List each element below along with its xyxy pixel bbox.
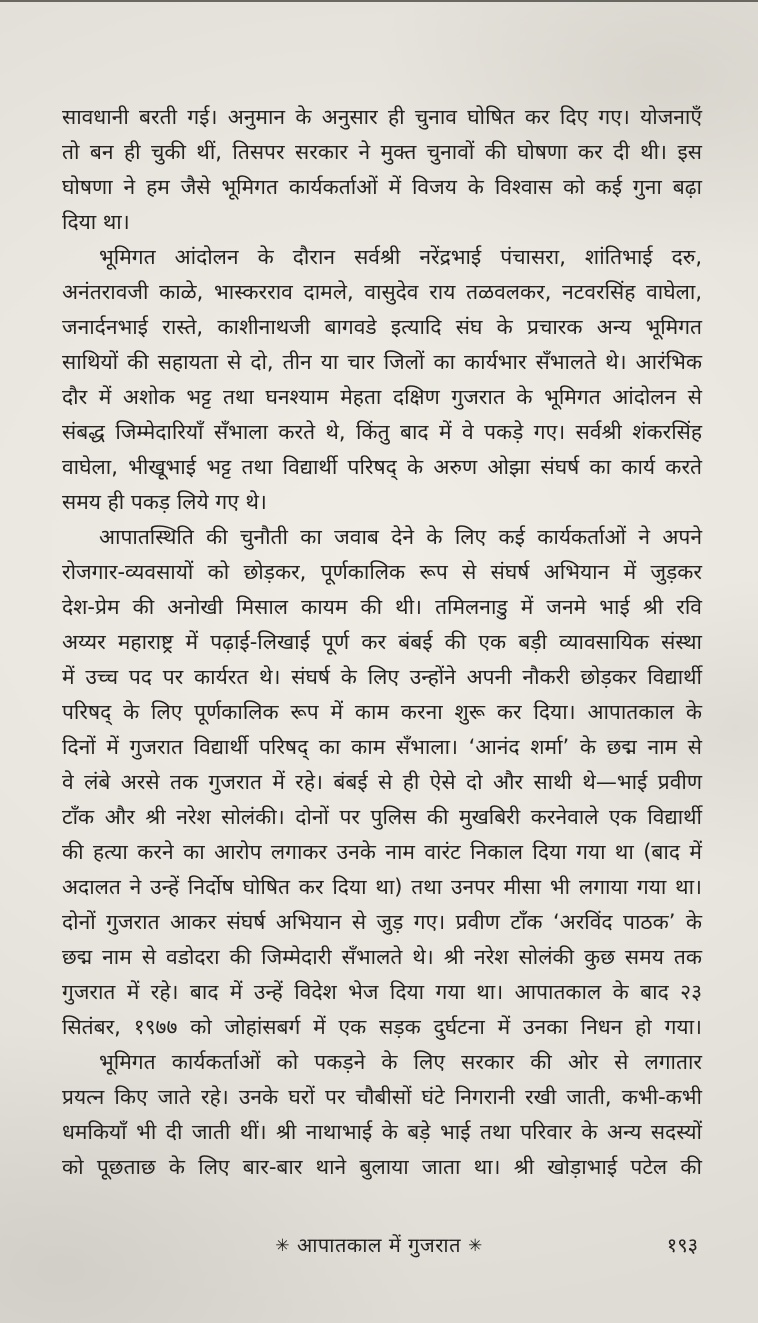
body-text-block: [62, 100, 702, 1185]
asterisk-ornament-right-icon: ✳: [468, 1236, 483, 1256]
text-line: दिनों में गुजरात विद्यार्थी परिषद् का काम सँभाला। ‘आनंद शर्मा’ के छद्म नाम से: [62, 735, 702, 759]
text-line: में उच्च पद पर कार्यरत थे। संघर्ष के लिए उन्होंने अपनी नौकरी छोड़कर विद्यार्थी: [62, 665, 702, 689]
text-line: अय्यर महाराष्ट्र में पढ़ाई-लिखाई पूर्ण कर बंबई की एक बड़ी व्यावसायिक संस्था: [62, 630, 702, 654]
text-line: जनार्दनभाई रास्ते, काशीनाथजी बागवडे इत्यादि संघ के प्रचारक अन्य भूमिगत: [62, 315, 702, 339]
text-line: अनंतरावजी काळे, भास्करराव दामले, वासुदेव राय तळवलकर, नटवरसिंह वाघेला,: [62, 280, 702, 304]
text-line: साथियों की सहायता से दो, तीन या चार जिलों का कार्यभार सँभालते थे। आरंभिक: [62, 350, 702, 374]
text-line: धमकियाँ भी दी जाती थीं। श्री नाथाभाई के बड़े भाई तथा परिवार के अन्य सदस्यों: [62, 1120, 702, 1144]
text-line: भूमिगत कार्यकर्ताओं को पकड़ने के लिए सरकार की ओर से लगातार: [99, 1050, 702, 1074]
scan-edge-line: [0, 0, 758, 2]
text-line: परिषद् के लिए पूर्णकालिक रूप में काम करना शुरू कर दिया। आपातकाल के: [62, 700, 702, 724]
page-footer: [0, 1231, 758, 1263]
text-line: की हत्या करने का आरोप लगाकर उनके नाम वारंट निकाल दिया गया था (बाद में: [62, 840, 702, 864]
text-line: गुजरात में रहे। बाद में उन्हें विदेश भेज दिया गया था। आपातकाल के बाद २३: [62, 980, 702, 1004]
text-line: अदालत ने उन्हें निर्दोष घोषित कर दिया था) तथा उनपर मीसा भी लगाया गया था।: [62, 875, 702, 899]
running-title-text: आपातकाल में गुजरात: [296, 1233, 461, 1257]
text-line: दिया था।: [62, 210, 130, 234]
text-line: को पूछताछ के लिए बार-बार थाने बुलाया जाता था। श्री खोड़ाभाई पटेल की: [62, 1155, 702, 1179]
asterisk-ornament-left-icon: ✳: [275, 1236, 290, 1256]
text-line: वाघेला, भीखूभाई भट्ट तथा विद्यार्थी परिषद् के अरुण ओझा संघर्ष का कार्य करते: [62, 455, 702, 479]
text-line: घोषणा ने हम जैसे भूमिगत कार्यकर्ताओं में विजय के विश्वास को कई गुना बढ़ा: [62, 175, 702, 199]
text-line: सितंबर, १९७७ को जोहांसबर्ग में एक सड़क दुर्घटना में उनका निधन हो गया।: [62, 1015, 702, 1039]
text-line: संबद्ध जिम्मेदारियाँ सँभाला करते थे, किंतु बाद में वे पकड़े गए। सर्वश्री शंकरसिंह: [62, 420, 702, 444]
text-line: दौर में अशोक भट्ट तथा घनश्याम मेहता दक्षिण गुजरात के भूमिगत आंदोलन से: [62, 385, 702, 409]
running-title: [0, 1231, 758, 1258]
text-line: देश-प्रेम की अनोखी मिसाल कायम की थी। तमिलनाडु में जनमे भाई श्री रवि: [62, 595, 702, 619]
page-number: १९३: [666, 1233, 698, 1257]
text-line: प्रयत्न किए जाते रहे। उनके घरों पर चौबीसों घंटे निगरानी रखी जाती, कभी-कभी: [62, 1085, 702, 1109]
text-line: सावधानी बरती गई। अनुमान के अनुसार ही चुनाव घोषित कर दिए गए। योजनाएँ: [62, 105, 702, 129]
text-line: रोजगार-व्यवसायों को छोड़कर, पूर्णकालिक रूप से संघर्ष अभियान में जुड़कर: [62, 560, 702, 584]
text-line: तो बन ही चुकी थीं, तिसपर सरकार ने मुक्त चुनावों की घोषणा कर दी थी। इस: [62, 140, 702, 164]
text-line: दोनों गुजरात आकर संघर्ष अभियान से जुड़ गए। प्रवीण टाँक ‘अरविंद पाठक’ के: [62, 910, 702, 934]
text-line: भूमिगत आंदोलन के दौरान सर्वश्री नरेंद्रभाई पंचासरा, शांतिभाई दरु,: [99, 245, 702, 269]
text-line: वे लंबे अरसे तक गुजरात में रहे। बंबई से ही ऐसे दो और साथी थे—भाई प्रवीण: [62, 770, 702, 794]
text-line: टाँक और श्री नरेश सोलंकी। दोनों पर पुलिस की मुखबिरी करनेवाले एक विद्यार्थी: [62, 805, 702, 829]
text-line: छद्म नाम से वडोदरा की जिम्मेदारी सँभालते थे। श्री नरेश सोलंकी कुछ समय तक: [62, 945, 702, 969]
text-line: समय ही पकड़ लिये गए थे।: [62, 490, 267, 514]
text-line: आपातस्थिति की चुनौती का जवाब देने के लिए कई कार्यकर्ताओं ने अपने: [99, 525, 702, 549]
